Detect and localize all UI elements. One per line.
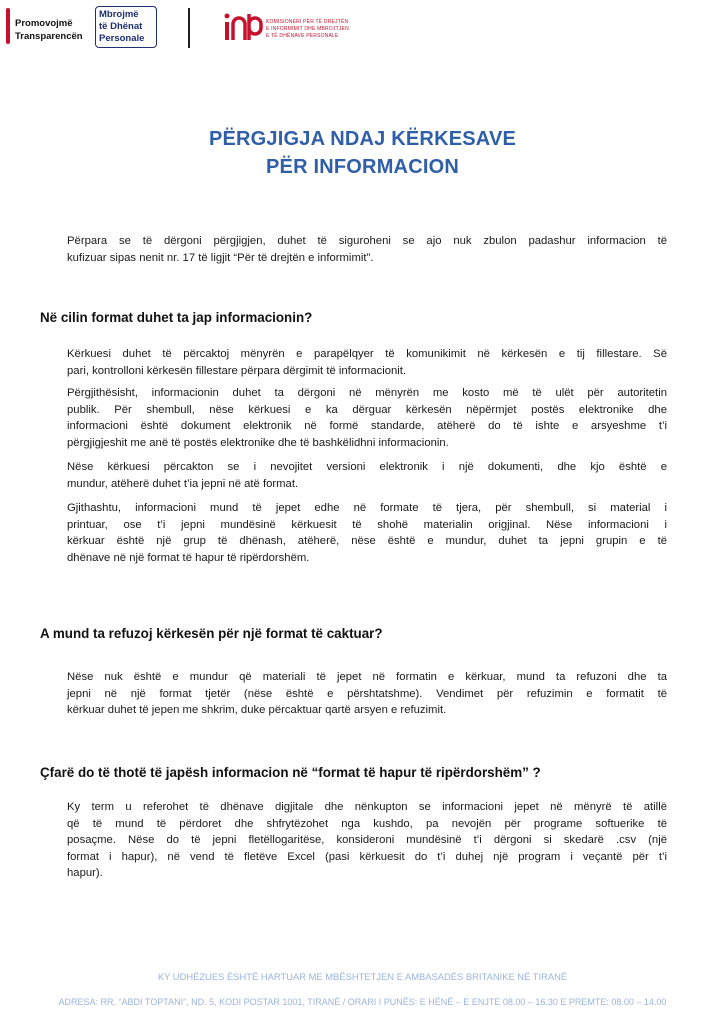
page-title-line1: PËRGJIGJA NDAJ KËRKESAVE [208,128,517,150]
s1p2-line: përgjigjeshit me anë të postës elektronike dhe të bashkëlidhni informacionin. [67,436,449,449]
s1p3-line: Nëse kërkuesi përcakton se i nevojitet versioni elektronik i një dokumenti, dhe kjo është e [67,461,667,473]
section2-heading: A mund ta refuzoj kërkesën për një format të caktuar? [40,626,383,641]
s1p2-line: publik. Për shembull, nëse kërkuesi e ka dërguar kërkesën nëpërmjet postës elektronike dhe [67,403,667,416]
s1p3-line: mundur, atëherë duhet t’ia jepni në atë format. [67,477,299,490]
logo2-line1: Mbrojmë [99,9,139,20]
s2p1-line: Nëse nuk është e mundur që materiali të jepet në formatin e kërkuar, mund ta refuzoni dhe ta [67,671,667,683]
logo1-line1: Promovojmë [15,18,73,29]
s1p2-line: Përgjithësisht, informacionin duhet ta dërgoni në mënyrën me kosto më të ulët për autoritetin [67,387,667,399]
section3-heading: Çfarë do të thotë të japësh informacion në “format të hapur të ripërdorshëm” ? [40,765,541,780]
s3p1-line: hapur). [67,867,103,880]
logo3-line1: KOMISIONERI PËR TË DREJTËN [266,19,349,25]
s3p1-line: Ky term u referohet të dhënave digjitale dhe nënkupton se informacioni jepet në mënyrë të atillë [67,801,667,813]
section2-p1 [67,669,667,719]
page-title-line2: PËR INFORMACION [266,156,459,178]
s1p4-line: Gjithashtu, informacioni mund të jepet edhe në formate të tjera, për shembull, si material i [67,502,667,514]
s2p1-line: kërkuar duhet të jepen me shkrim, duke përcaktuar qartë arsyen e refuzimit. [67,704,447,717]
s1p1-line: Kërkuesi duhet të përcaktoj mënyrën e parapëlqyer të komunikimit në kërkesën e tij fillestare. Së [67,348,667,360]
intro-paragraph [67,233,667,266]
promovojme-transparencen-logo [6,6,92,46]
logo1-line2: Transparencën [15,31,83,42]
s1p4-line: dhënave në një format të hapur të ripërdorshëm. [67,551,310,564]
header [6,6,426,50]
section3-p1 [67,799,667,882]
idp-mark-icon [224,10,264,46]
s3p1-line: posaçme. Nëse do të jepni fletëllogaritëse, konsideroni mundësinë t’i dërgoni si skedarë .csv (një [67,834,667,847]
logo2-line3: Personale [99,33,145,44]
footer-support-note: KY UDHËZUES ËSHTË HARTUAR ME MBËSHTETJEN E AMBASADËS BRITANIKE NË TIRANË [157,971,568,982]
logo-red-bar [6,8,10,44]
s3p1-line: format i hapur), në vend të fletëve Excel (pasi kërkuesit do t’i duhej një program i veçantë për t’i [67,850,667,863]
header-divider [188,8,190,48]
section1-p3 [67,459,667,492]
logo2-line2: të Dhënat [99,21,143,32]
s3p1-line: që të mund të përdoret dhe shfrytëzohet nga kushdo, pa nevojën për programe softuerike të [67,817,667,830]
s1p2-line: informacioni është dokument elektronik në formë standarde, atëherë do të ishte e arsyeshme t’i [67,420,667,433]
s1p1-line: pari, kontrolloni kërkesën fillestare përpara dërgimit të informacionit. [67,364,407,377]
intro-line1: Përpara se të dërgoni përgjigjen, duhet të siguroheni se ajo nuk zbulon padashur informacion të [67,235,667,247]
logo3-line3: E TË DHËNAVE PERSONALE [266,33,339,39]
section1-p1 [67,346,667,379]
s1p4-line: printuar, ose t’i jepni mundësinë kërkuesit të shohë materialin origjinal. Nëse informacioni i [67,518,667,531]
section1-heading: Në cilin format duhet ta jap informacionin? [40,310,313,325]
mbrojme-te-dhenat-logo [95,6,157,48]
idp-commissioner-logo [224,10,424,46]
s1p4-line: kërkuar është një grup të dhënash, atëherë, nëse është e mundur, duhet ta jepni grupin e të [67,535,667,548]
intro-line2: kufizuar sipas nenit nr. 17 të ligjit “Për të drejtën e informimit”. [67,251,374,264]
section1-p4 [67,500,667,566]
section1-p2 [67,385,667,451]
s2p1-line: jepni në një format tjetër (nëse është e përshtatshme). Vendimet për refuzimin e formatit të [67,687,667,700]
logo3-line2: E INFORMIMIT DHE MBROJTJEN [266,26,349,32]
footer-address: ADRESA: RR. “ABDI TOPTANI”, ND. 5, KODI POSTAR 1001, TIRANË / ORARI I PUNËS: E HËNË – E ENJTE 08.00 – 16.30 E PREMTE: 08.00 – 14.00 [58,997,667,1007]
